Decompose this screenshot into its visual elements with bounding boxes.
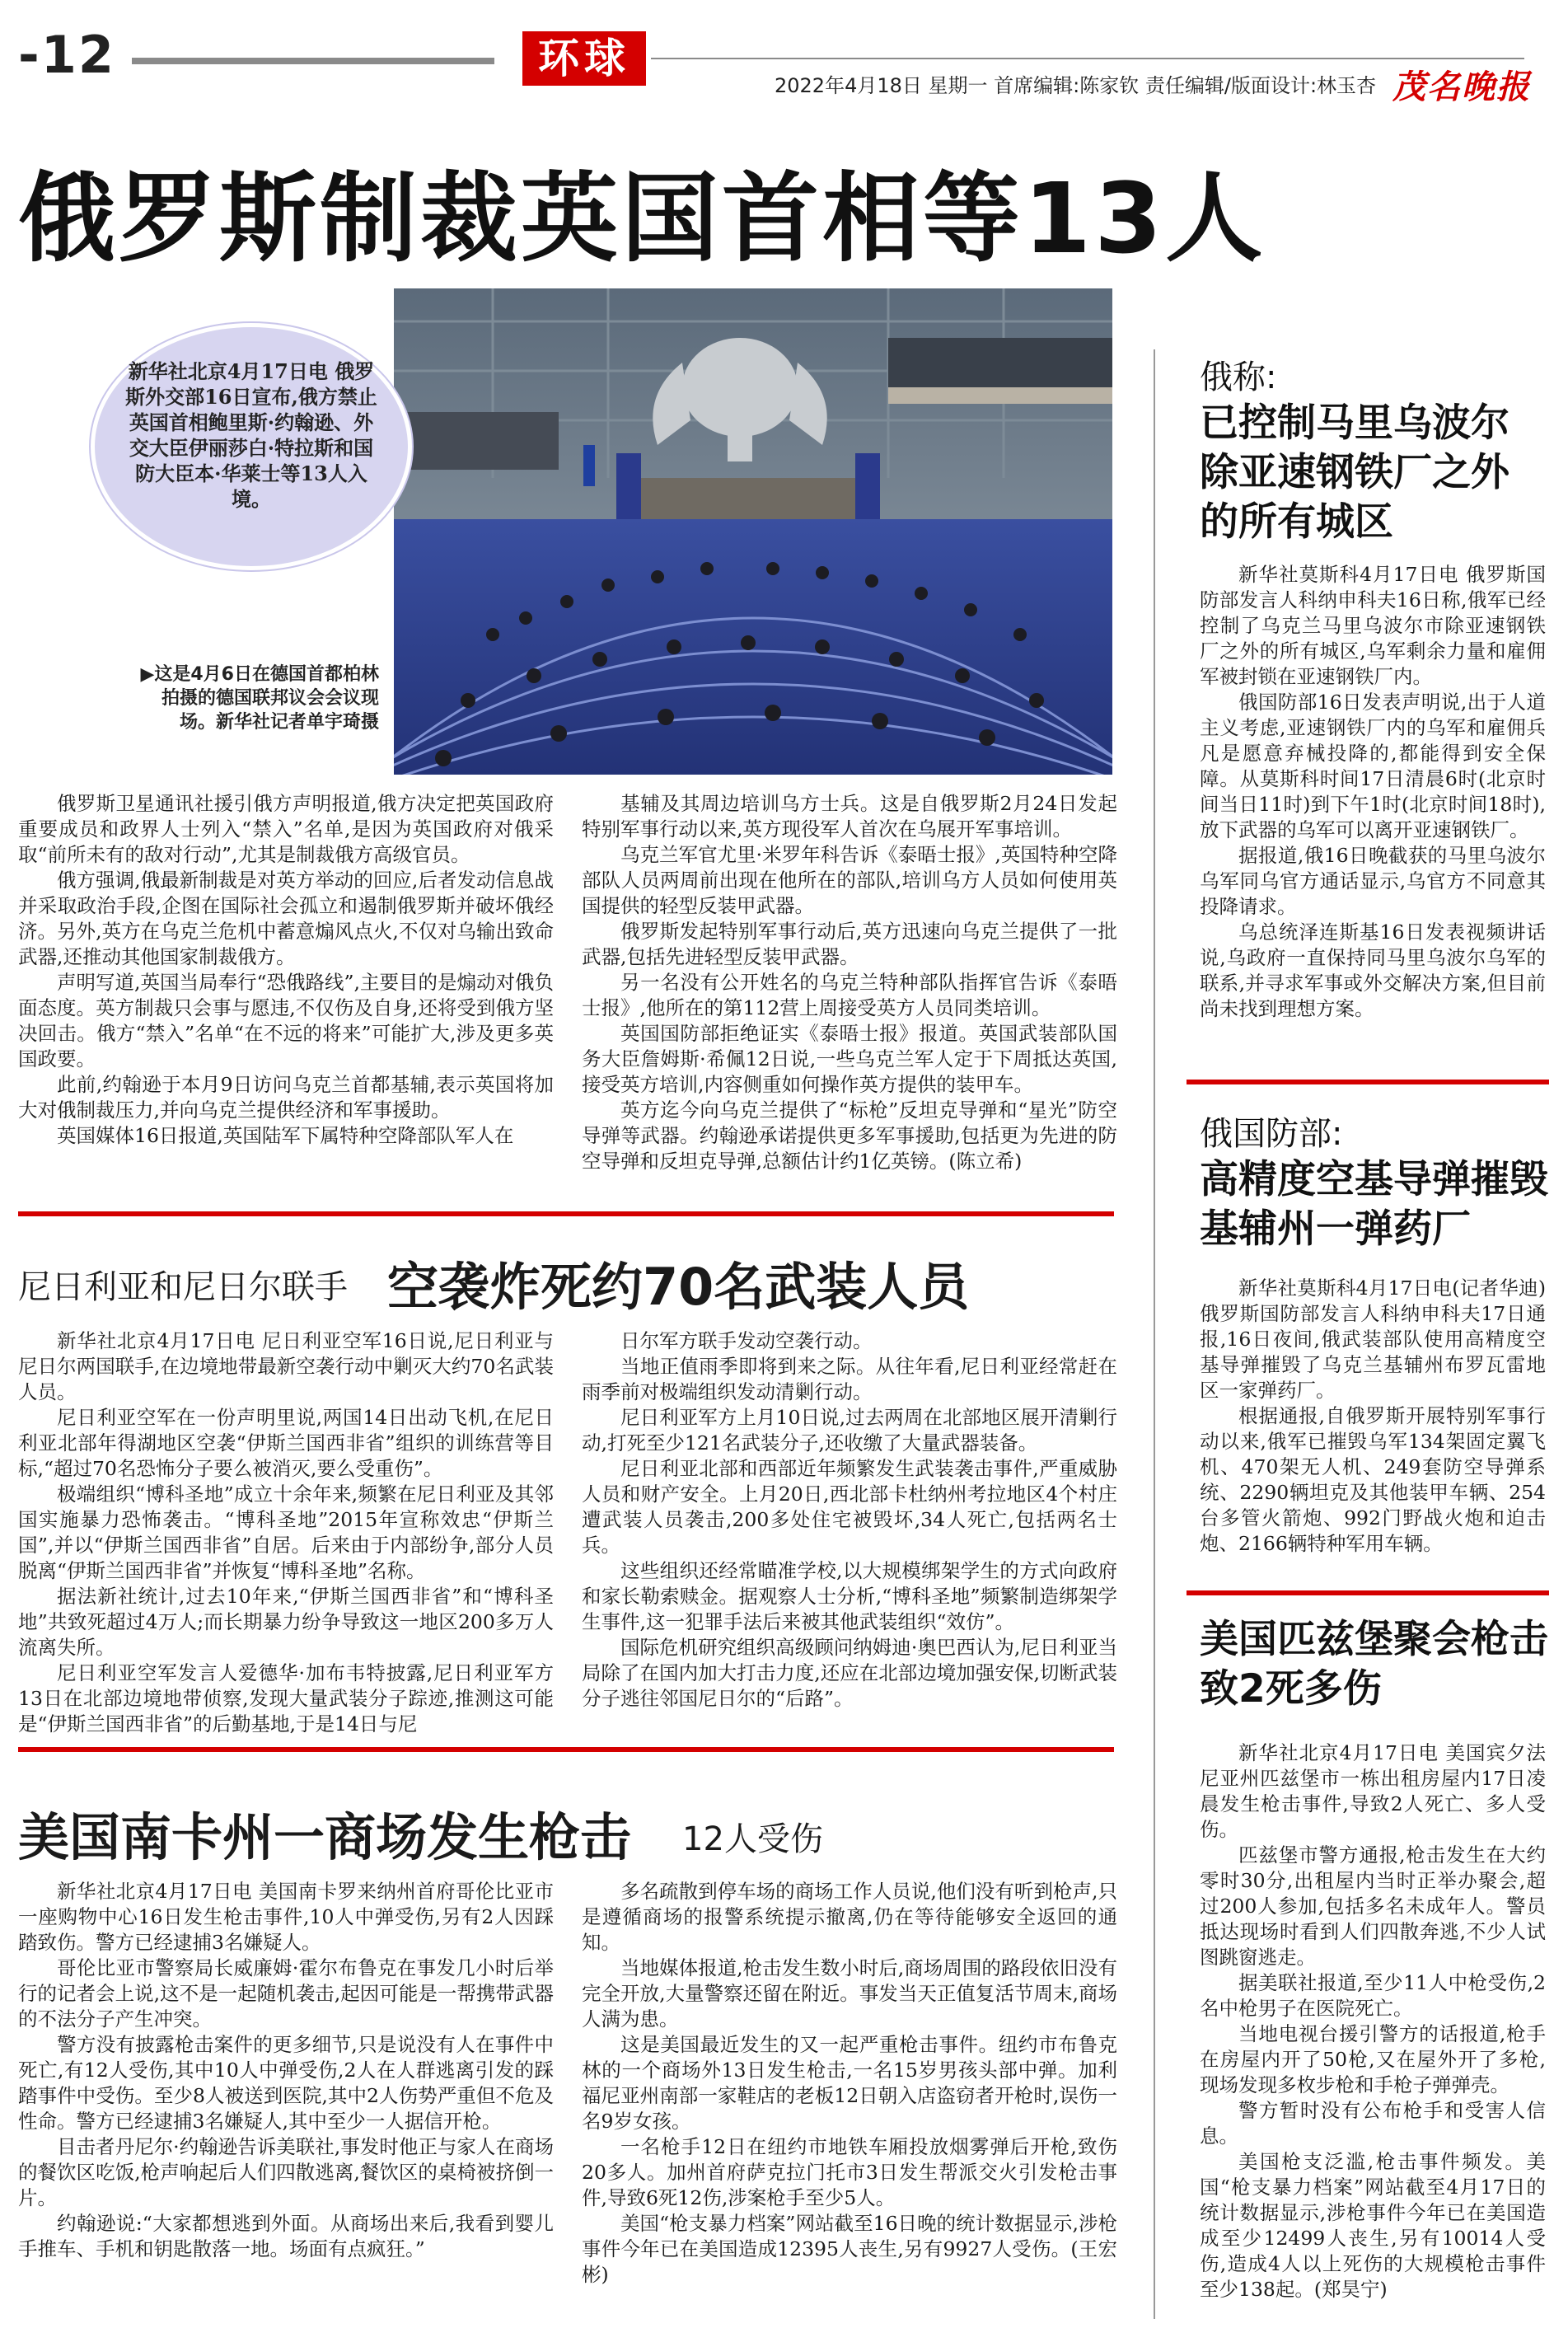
paragraph: 乌克兰军官尤里·米罗年科告诉《泰晤士报》,英国特种空降部队人员两周前出现在他所在的部队,培训乌方人员如何使用英国提供的轻型反装甲武器。 (582, 843, 1117, 917)
paragraph: 乌总统泽连斯基16日发表视频讲话说,乌政府一直保持同马里乌波尔乌军的联系,并寻求军事或外交解决方案,但目前尚未找到理想方案。 (1200, 920, 1546, 1020)
section-divider (18, 1211, 1114, 1216)
nigeria-body-col2 (582, 1328, 1117, 1712)
section-tag: 环球 (522, 31, 646, 86)
paragraph: 美国枪支泛滥,枪击事件频发。美国“枪支暴力档案”网站截至4月17日的统计数据显示,涉枪事件今年已在美国造成至少12499人丧生,另有10014人受伤,造成4人以上死伤的大规模枪击事件至少138起。(郑昊宁) (1200, 2150, 1546, 2301)
lead-body-col2 (582, 791, 1117, 1174)
paragraph: 国际危机研究组织高级顾问纳姆迪·奥巴西认为,尼日利亚当局除了在国内加大打击力度,还应在北部边境加强安保,切断武装分子逃往邻国尼日尔的“后路”。 (582, 1636, 1117, 1710)
paragraph: 新华社莫斯科4月17日电 俄罗斯国防部发言人科纳申科夫16日称,俄军已经控制了乌克兰马里乌波尔市除亚速钢铁厂之外的所有城区,乌军剩余力量和雇佣军被封锁在亚速钢铁厂内。 (1200, 563, 1546, 688)
paragraph: 当地电视台援引警方的话报道,枪手在房屋内开了50枪,又在屋外开了多枪,现场发现多枚步枪和手枪子弹弹壳。 (1200, 2022, 1546, 2096)
sidebar-story1-body (1200, 562, 1546, 1022)
paragraph: 声明写道,英国当局奉行“恐俄路线”,主要目的是煽动对俄负面态度。英方制裁只会事与愿违,不仅伤及自身,还将受到俄方坚决回击。俄方“禁入”名单“在不远的将来”可能扩大,涉及更多英国政要。 (18, 971, 554, 1070)
nigeria-headline: 空袭炸死约70名武装人员 (387, 1257, 970, 1317)
sidebar-title-line: 致2死多伤 (1200, 1666, 1382, 1712)
sidebar-kicker: 俄国防部: (1200, 1115, 1343, 1153)
sidebar-story2-head (1200, 1112, 1554, 1254)
paragraph: 当地正值雨季即将到来之际。从往年看,尼日利亚经常赶在雨季前对极端组织发动清剿行动。 (582, 1355, 1117, 1403)
paragraph: 目击者丹尼尔·约翰逊告诉美联社,事发时他正与家人在商场的餐饮区吃饭,枪声响起后人们四散逃离,餐饮区的桌椅被挤倒一片。 (18, 2135, 554, 2209)
paragraph: 据美联社报道,至少11人中枪受伤,2名中枪男子在医院死亡。 (1200, 1971, 1546, 2020)
paragraph: 新华社北京4月17日电 美国南卡罗来纳州首府哥伦比亚市一座购物中心16日发生枪击事件,10人中弹受伤,另有2人因踩踏致伤。警方已经逮捕3名嫌疑人。 (18, 1880, 554, 1954)
paragraph: 一名枪手12日在纽约市地铁车厢投放烟雾弹后开枪,致伤20多人。加州首府萨克拉门托市3日发生帮派交火引发枪击事件,导致6死12伤,涉案枪手至少5人。 (582, 2135, 1117, 2209)
paragraph: 尼日利亚空军发言人爱德华·加布韦特披露,尼日利亚军方13日在北部边境地带侦察,发现大量武装分子踪迹,推测这可能是“伊斯兰国西非省”的后勤基地,于是14日与尼 (18, 1661, 554, 1735)
nigeria-body-col1 (18, 1328, 554, 1737)
paragraph: 新华社北京4月17日电 美国宾夕法尼亚州匹兹堡市一栋出租房屋内17日凌晨发生枪击事件,导致2人死亡、多人受伤。 (1200, 1741, 1546, 1841)
header-rule-thin (651, 58, 1524, 59)
paragraph: 当地媒体报道,枪击发生数小时后,商场周围的路段依旧没有完全开放,大量警察还留在附近。事发当天正值复活节周末,商场人满为患。 (582, 1956, 1117, 2031)
sidebar-title-line: 高精度空基导弹摧毁 (1200, 1157, 1548, 1202)
sc-headline: 美国南卡州一商场发生枪击 (18, 1807, 632, 1867)
paragraph: 多名疏散到停车场的商场工作人员说,他们没有听到枪声,只是遵循商场的报警系统提示撤离,仍在等待能够安全返回的通知。 (582, 1880, 1117, 1954)
paragraph: 此前,约翰逊于本月9日访问乌克兰首都基辅,表示英国将加大对俄制裁压力,并向乌克兰提供经济和军事援助。 (18, 1073, 554, 1122)
paragraph: 另一名没有公开姓名的乌克兰特种部队指挥官告诉《泰晤士报》,他所在的第112营上周接受英方人员同类培训。 (582, 971, 1117, 1019)
paragraph: 日尔军方联手发动空袭行动。 (620, 1329, 873, 1352)
paragraph: 尼日利亚北部和西部近年频繁发生武装袭击事件,严重威胁人员和财产安全。上月20日,西北部卡杜纳州考拉地区4个村庄遭武装人员袭击,200多处住宅被毁坏,34人死亡,包括两名士兵。 (582, 1457, 1117, 1557)
sc-body-col2 (582, 1879, 1117, 2288)
sidebar-divider (1187, 1590, 1549, 1595)
sidebar-story3-head (1200, 1615, 1554, 1714)
header-info: 2022年4月18日 星期一 首席编辑:陈家钦 责任编辑/版面设计:林玉杏 (775, 74, 1377, 97)
paragraph: 警方没有披露枪击案件的更多细节,只是说没有人在事件中死亡,有12人受伤,其中10人中弹受伤,2人在人群逃离引发的踩踏事件中受伤。至少8人被送到医院,其中2人伤势严重但不危及性命。警方已经逮捕3名嫌疑人,其中至少一人据信开枪。 (18, 2033, 554, 2133)
paragraph: 这些组织还经常瞄准学校,以大规模绑架学生的方式向政府和家长勒索赎金。据观察人士分析,“博科圣地”频繁制造绑架学生事件,这一犯罪手法后来被其他武装组织“效仿”。 (582, 1559, 1117, 1633)
header-rule (132, 58, 494, 64)
nigeria-kicker: 尼日利亚和尼日尔联手 (18, 1268, 348, 1306)
paragraph: 警方暂时没有公布枪手和受害人信息。 (1200, 2099, 1546, 2148)
sidebar-kicker: 俄称: (1200, 358, 1277, 396)
paragraph: 哥伦比亚市警察局长威廉姆·霍尔布鲁克在事发几小时后举行的记者会上说,这不是一起随机袭击,起因可能是一帮携带武器的不法分子产生冲突。 (18, 1956, 554, 2031)
sc-subtitle: 12人受伤 (682, 1820, 823, 1858)
paragraph: 英国国防部拒绝证实《泰晤士报》报道。英国武装部队国务大臣詹姆斯·希佩12日说,一些乌克兰军人定于下周抵达英国,接受英方培训,内容侧重如何操作英方提供的装甲车。 (582, 1022, 1117, 1096)
paragraph: 俄国防部16日发表声明说,出于人道主义考虑,亚速钢铁厂内的乌军和雇佣兵凡是愿意弃械投降的,都能得到安全保障。从莫斯科时间17日清晨6时(北京时间当日11时)到下午1时(北京时间18时),放下武器的乌军可以离开亚速钢铁厂。 (1200, 691, 1546, 841)
lead-body-col1 (18, 791, 554, 1149)
column-rule (1154, 349, 1155, 2319)
lead-headline: 俄罗斯制裁英国首相等13人 (18, 162, 1266, 275)
paragraph: 新华社北京4月17日电 尼日利亚空军16日说,尼日利亚与尼日尔两国联手,在边境地带最新空袭行动中剿灭大约70名武装人员。 (18, 1329, 554, 1403)
sidebar-story2-body (1200, 1276, 1546, 1557)
sidebar-story3-body (1200, 1740, 1546, 2302)
paragraph: 英方迄今向乌克兰提供了“标枪”反坦克导弹和“星光”防空导弹等武器。约翰逊承诺提供更多军事援助,包括更为先进的防空导弹和反坦克导弹,总额估计约1亿英镑。(陈立希) (582, 1098, 1117, 1173)
paragraph: 英国媒体16日报道,英国陆军下属特种空降部队军人在 (57, 1124, 514, 1147)
sidebar-title-line: 的所有城区 (1200, 499, 1393, 545)
newspaper-logo: 茂名晚报 (1392, 68, 1531, 106)
sidebar-story1-head (1200, 356, 1546, 547)
parliament-photo (394, 288, 1112, 775)
paragraph: 新华社莫斯科4月17日电(记者华迪)俄罗斯国防部发言人科纳申科夫17日通报,16日夜间,俄武装部队使用高精度空基导弹摧毁了乌克兰基辅州布罗瓦雷地区一家弹药厂。 (1200, 1276, 1546, 1402)
page-number: -12 (18, 25, 116, 85)
sidebar-title-line: 基辅州一弹药厂 (1200, 1206, 1471, 1252)
paragraph: 根据通报,自俄罗斯开展特别军事行动以来,俄军已摧毁乌军134架固定翼飞机、470架无人机、249套防空导弹系统、2290辆坦克及其他装甲车辆、254台多管火箭炮、992门野战火炮和迫击炮、2166辆特种军用车辆。 (1200, 1404, 1546, 1555)
paragraph: 俄罗斯卫星通讯社援引俄方声明报道,俄方决定把英国政府重要成员和政界人士列入“禁入”名单,是因为英国政府对俄采取“前所未有的敌对行动”,尤其是制裁俄方高级官员。 (18, 792, 554, 866)
paragraph: 这是美国最近发生的又一起严重枪击事件。纽约市布鲁克林的一个商场外13日发生枪击,一名15岁男孩头部中弹。加利福尼亚州南部一家鞋店的老板12日朝入店盗窃者开枪时,误伤一名9岁女孩。 (582, 2033, 1117, 2133)
paragraph: 基辅及其周边培训乌方士兵。这是自俄罗斯2月24日发起特别军事行动以来,英方现役军人首次在乌展开军事培训。 (582, 792, 1117, 841)
sidebar-divider (1187, 1080, 1549, 1084)
sc-body-col1 (18, 1879, 554, 2262)
sidebar-title-line: 已控制马里乌波尔 (1200, 400, 1509, 446)
paragraph: 俄罗斯发起特别军事行动后,英方迅速向乌克兰提供了一批武器,包括先进轻型反装甲武器。 (582, 920, 1117, 968)
photo-caption: ▶这是4月6日在德国首都柏林拍摄的德国联邦议会会议现场。新华社记者单宇琦摄 (140, 664, 379, 733)
paragraph: 据法新社统计,过去10年来,“伊斯兰国西非省”和“博科圣地”共致死超过4万人;而长期暴力纷争导致这一地区200多万人流离失所。 (18, 1585, 554, 1659)
paragraph: 据报道,俄16日晚截获的马里乌波尔乌军同乌官方通话显示,乌官方不同意其投降请求。 (1200, 844, 1546, 918)
paragraph: 约翰逊说:“大家都想逃到外面。从商场出来后,我看到婴儿手推车、手机和钥匙散落一地。场面有点疯狂。” (18, 2212, 554, 2260)
paragraph: 匹兹堡市警方通报,枪击发生在大约零时30分,出租屋内当时正举办聚会,超过200人参加,包括多名未成年人。警员抵达现场时看到人们四散奔逃,不少人试图跳窗逃走。 (1200, 1843, 1546, 1969)
paragraph: 俄方强调,俄最新制裁是对英方举动的回应,后者发动信息战并采取政治手段,企图在国际社会孤立和遏制俄罗斯并破坏俄经济。另外,英方在乌克兰危机中蓄意煽风点火,不仅对乌输出致命武器,还推动其他国家制裁俄方。 (18, 869, 554, 968)
sidebar-title-line: 美国匹兹堡聚会枪击 (1200, 1617, 1548, 1662)
paragraph: 极端组织“博科圣地”成立十余年来,频繁在尼日利亚及其邻国实施暴力恐怖袭击。“博科圣地”2015年宣称效忠“伊斯兰国”,并以“伊斯兰国西非省”自居。后来由于内部纷争,部分人员脱离“伊斯兰国西非省”并恢复“博科圣地”名称。 (18, 1483, 554, 1582)
section-divider (18, 1747, 1114, 1752)
paragraph: 美国“枪支暴力档案”网站截至16日晚的统计数据显示,涉枪事件今年已在美国造成12395人丧生,另有9927人受伤。(王宏彬) (582, 2212, 1117, 2286)
sidebar-title-line: 除亚速钢铁厂之外 (1200, 450, 1509, 495)
paragraph: 尼日利亚空军在一份声明里说,两国14日出动飞机,在尼日利亚北部年得湖地区空袭“伊斯兰国西非省”组织的训练营等目标,“超过70名恐怖分子要么被消灭,要么受重伤”。 (18, 1406, 554, 1480)
paragraph: 尼日利亚军方上月10日说,过去两周在北部地区展开清剿行动,打死至少121名武装分子,还收缴了大量武器装备。 (582, 1406, 1117, 1454)
lead-summary: 新华社北京4月17日电 俄罗斯外交部16日宣布,俄方禁止英国首相鲍里斯·约翰逊、外交大臣伊丽莎白·特拉斯和国防大臣本·华莱士等13人入境。 (91, 323, 412, 570)
